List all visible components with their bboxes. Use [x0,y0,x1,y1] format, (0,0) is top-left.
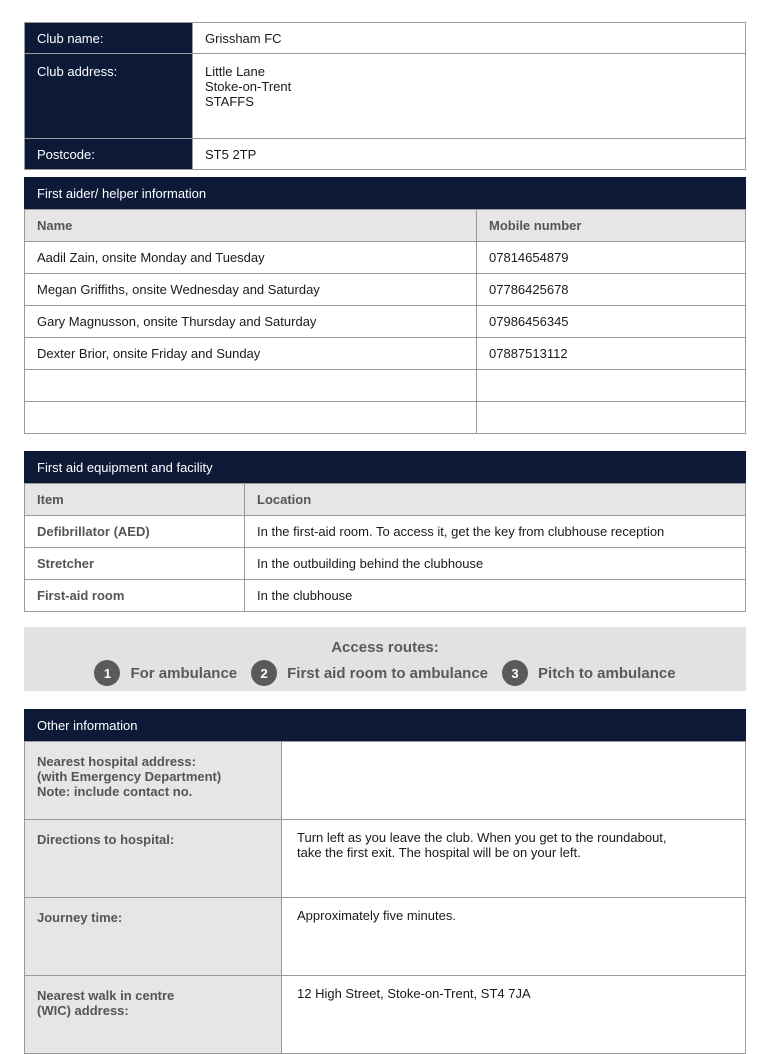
equipment-item: Stretcher [25,548,245,580]
equipment-section [24,451,746,612]
club-name-label: Club name: [25,23,193,54]
table-row [25,548,746,580]
club-address-value [193,54,746,139]
aider-name: Megan Griffiths, onsite Wednesday and Saturday [25,274,477,306]
label-line: Directions to hospital: [37,832,175,847]
club-address-label: Club address: [25,54,193,139]
postcode-label: Postcode: [25,139,193,170]
table-row [25,742,746,820]
club-name-value: Grissham FC [193,23,746,54]
hospital-address-value [282,742,746,820]
access-routes-panel [24,627,746,691]
address-line: Little Lane [205,64,265,79]
directions-value [282,820,746,898]
route-number-badge: 2 [251,660,277,686]
label-line: Nearest walk in centre [37,988,175,1003]
equipment-item: First-aid room [25,580,245,612]
aider-mobile [477,370,746,402]
equipment-location: In the clubhouse [245,580,746,612]
equipment-item: Defibrillator (AED) [25,516,245,548]
label-line: Nearest hospital address: [37,754,196,769]
other-information-section [24,709,746,1054]
route-number-badge: 1 [94,660,120,686]
table-row [25,306,746,338]
club-details-table [24,22,746,170]
route-label: For ambulance [130,664,238,682]
hospital-address-label [25,742,282,820]
aider-name: Aadil Zain, onsite Monday and Tuesday [25,242,477,274]
directions-label [25,820,282,898]
column-header-mobile: Mobile number [477,210,746,242]
access-route-item [94,660,237,686]
access-route-item [502,660,676,686]
equipment-location: In the outbuilding behind the clubhouse [245,548,746,580]
value-line: Approximately five minutes. [297,908,456,923]
value-line: Turn left as you leave the club. When you get to the roundabout, [297,830,667,845]
journey-time-label [25,898,282,976]
label-line: (with Emergency Department) [37,769,222,784]
first-aider-section [24,177,746,434]
aider-mobile [477,402,746,434]
other-information-table [24,741,746,1054]
label-line: Journey time: [37,910,123,925]
table-row [25,338,746,370]
aider-mobile: 07887513112 [477,338,746,370]
aider-name: Dexter Brior, onsite Friday and Sunday [25,338,477,370]
equipment-table [24,483,746,612]
address-line: STAFFS [205,94,254,109]
route-number-badge: 3 [502,660,528,686]
aider-name [25,402,477,434]
column-header-location: Location [245,484,746,516]
address-line: Stoke-on-Trent [205,79,292,94]
column-header-item: Item [25,484,245,516]
value-line: 12 High Street, Stoke-on-Trent, ST4 7JA [297,986,531,1001]
table-row [25,370,746,402]
equipment-location: In the first-aid room. To access it, get the key from clubhouse reception [245,516,746,548]
route-label: Pitch to ambulance [538,664,676,682]
route-label: First aid room to ambulance [287,664,489,682]
first-aider-section-title: First aider/ helper information [24,177,746,209]
first-aider-table [24,209,746,434]
table-row [25,820,746,898]
equipment-section-title: First aid equipment and facility [24,451,746,483]
walk-in-centre-value [282,976,746,1054]
table-row [25,242,746,274]
other-information-title: Other information [24,709,746,741]
aider-mobile: 07786425678 [477,274,746,306]
label-line: Note: include contact no. [37,784,193,799]
postcode-value: ST5 2TP [193,139,746,170]
table-row [25,898,746,976]
table-row [25,274,746,306]
table-row [25,580,746,612]
value-line: take the first exit. The hospital will be on your left. [297,845,581,860]
table-row [25,976,746,1054]
aider-mobile: 07986456345 [477,306,746,338]
access-route-item [251,660,488,686]
column-header-name: Name [25,210,477,242]
access-routes-title: Access routes: [331,639,439,656]
aider-mobile: 07814654879 [477,242,746,274]
table-row [25,402,746,434]
aider-name: Gary Magnusson, onsite Thursday and Saturday [25,306,477,338]
table-row [25,516,746,548]
aider-name [25,370,477,402]
label-line: (WIC) address: [37,1003,129,1018]
access-routes-list [24,660,746,686]
journey-time-value [282,898,746,976]
walk-in-centre-label [25,976,282,1054]
